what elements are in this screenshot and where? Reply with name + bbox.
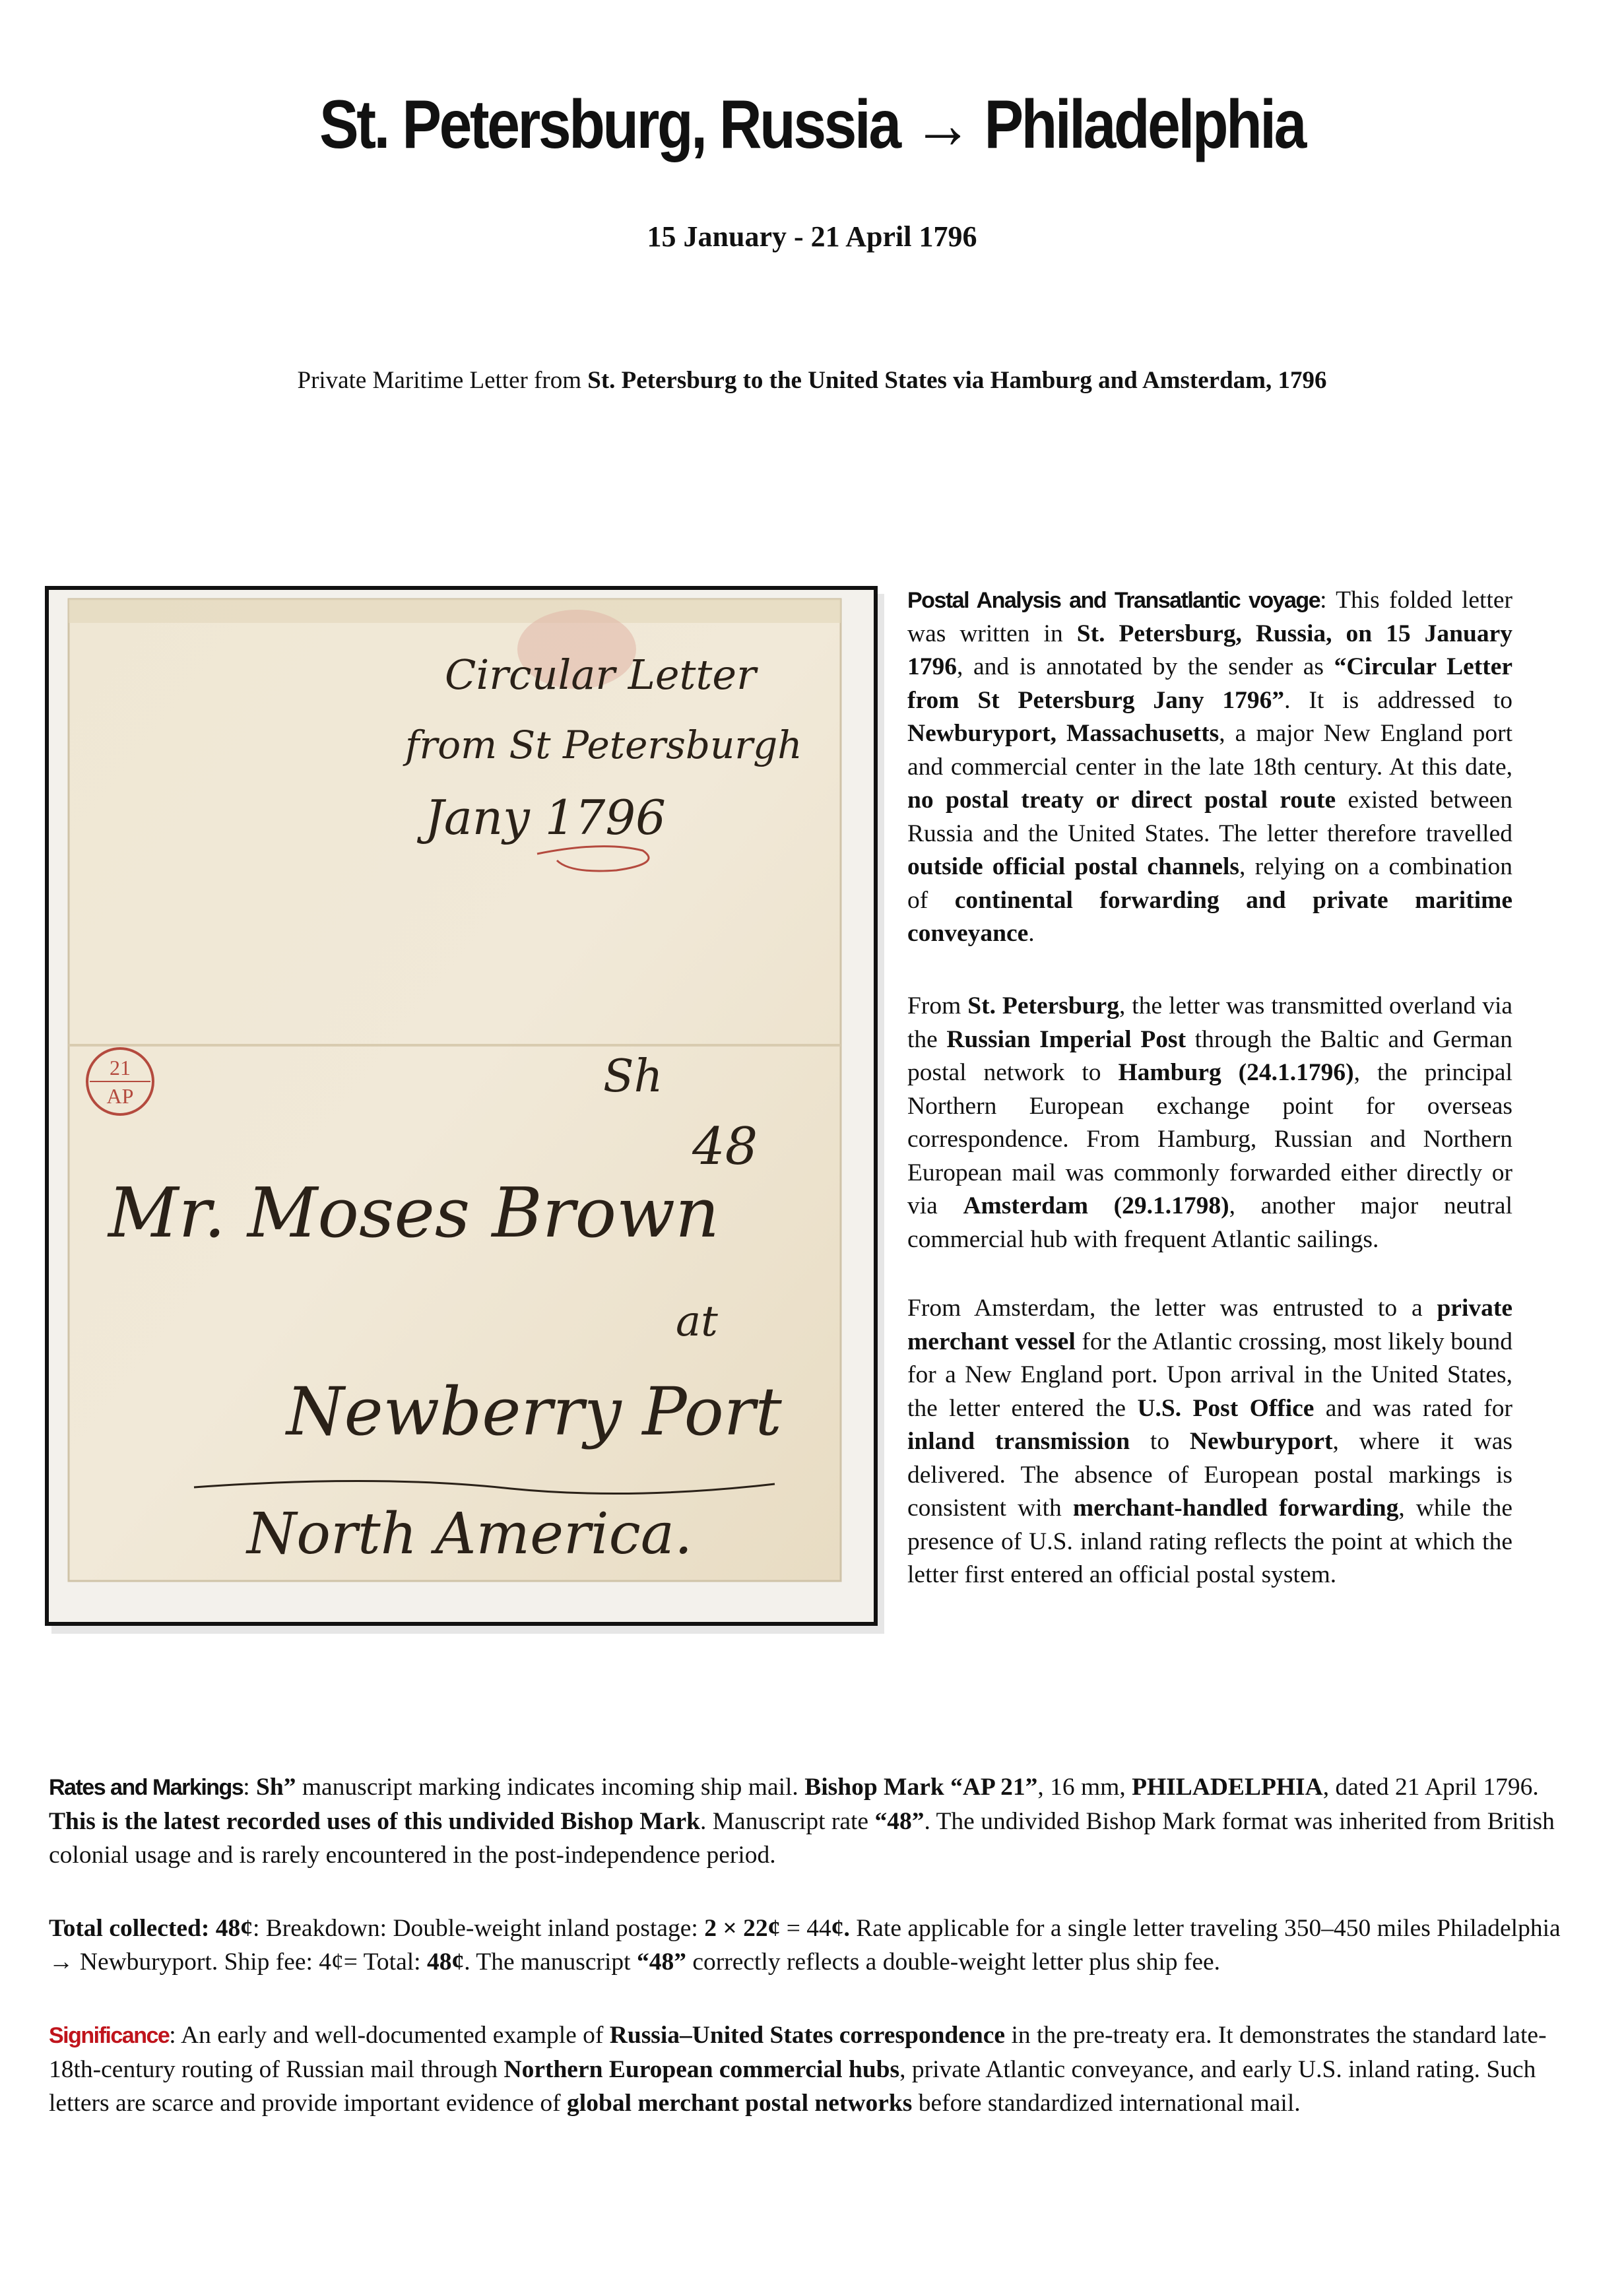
analysis-paragraph-2: From St. Petersburg, the letter was transmitted overland via the Russian Imperial Post through the Baltic and German postal network to Hamburg (24.1.1796), the principal Northern European exchange point for overseas correspondence. From Hamburg, Russian and Northern European mail was commonly forwarded either directly or via Amsterdam (29.1.1798), another major neutral commercial hub with frequent Atlantic sailings. bbox=[907, 992, 1513, 1253]
analysis-paragraph-1: Postal Analysis and Transatlantic voyage: This folded letter was written in St. Petersburg, Russia, on 15 January 1796, and is annotated by the sender as “Circular Letter from St Petersburg Jany 1796”. It is addressed to Newburyport, Massachusetts, a major New England port and commercial center in the late 18th century. At this date, no postal treaty or direct postal route existed between Russia and the United States. The letter therefore travelled outside official postal channels, relying on a combination of continental forwarding and private maritime conveyance. bbox=[907, 587, 1513, 947]
bishop-mark-postmark bbox=[87, 1048, 153, 1114]
page-title: St. Petersburg, Russia → Philadelphia bbox=[319, 86, 1305, 163]
address-line-2: at bbox=[676, 1297, 718, 1346]
bishop-mark-month: AP bbox=[106, 1084, 134, 1108]
manuscript-rate: 48 bbox=[692, 1117, 758, 1176]
intro-line bbox=[0, 366, 1624, 395]
intro-prefix: Private Maritime Letter from bbox=[297, 367, 588, 394]
ship-marking: Sh bbox=[603, 1050, 663, 1103]
rates-and-markings: Rates and Markings: Sh” manuscript marking indicates incoming ship mail. Bishop Mark “AP 21”, 16 mm, PHILADELPHIA, dated 21 April 1796. This is the latest recorded uses of this undivided Bishop Mark. Manuscript rate “48”. The undivided Bishop Mark format was inherited from British colonial usage and is rarely encountered in the post-independence period. bbox=[49, 1774, 1555, 1869]
docket-line-2: from St Petersburgh bbox=[405, 723, 802, 767]
address-line-3: Newberry Port bbox=[286, 1373, 782, 1450]
analysis-lead: Postal Analysis and Transatlantic voyage bbox=[907, 588, 1320, 613]
date-range: 15 January - 21 April 1796 bbox=[647, 220, 977, 253]
address-line-4: North America. bbox=[247, 1501, 693, 1567]
bishop-mark-day: 21 bbox=[110, 1056, 131, 1079]
folded-letter-image bbox=[49, 590, 874, 1622]
total-collected: Total collected: 48¢: Breakdown: Double-weight inland postage: 2 × 22¢ = 44¢. Rate applicable for a single letter traveling 350–450 miles Philadelphia → Newburyport. Ship fee: 4¢= Total: 48¢. The manuscript “48” correctly reflects a double-weight letter plus ship fee. bbox=[49, 1915, 1561, 1976]
significance-lead: Significance bbox=[49, 2023, 170, 2048]
address-line-1: Mr. Moses Brown bbox=[108, 1173, 720, 1253]
significance: Significance: An early and well-documented example of Russia–United States correspondence in the pre-treaty era. It demonstrates the standard late-18th-century routing of Russian mail through Northern European commercial hubs, private Atlantic conveyance, and early U.S. inland rating. Such letters are scarce and provide important evidence of global merchant postal networks before standardized international mail. bbox=[49, 2022, 1547, 2117]
docket-line-3: Jany 1796 bbox=[425, 790, 666, 845]
docket-line-1: Circular Letter bbox=[445, 651, 756, 699]
cover-image-frame bbox=[45, 586, 878, 1626]
rates-lead: Rates and Markings bbox=[49, 1775, 244, 1800]
intro-bold: St. Petersburg to the United States via Hamburg and Amsterdam, 1796 bbox=[587, 367, 1327, 394]
analysis-paragraph-3: From Amsterdam, the letter was entrusted to a private merchant vessel for the Atlantic crossing, most likely bound for a New England port. Upon arrival in the United States, the letter entered the U.S. Post Office and was rated for inland transmission to Newburyport, where it was delivered. The absence of European postal markings is consistent with merchant-handled forwarding, while the presence of U.S. inland rating reflects the point at which the letter first entered an official postal system. bbox=[907, 1295, 1513, 1588]
